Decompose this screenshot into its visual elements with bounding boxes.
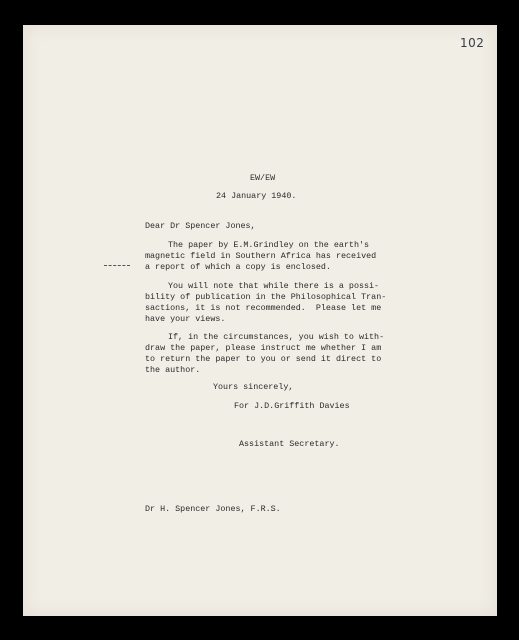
salutation: Dear Dr Spencer Jones, <box>145 221 256 231</box>
paragraph-line: to return the paper to you or send it direct to <box>145 354 382 364</box>
addressee: Dr H. Spencer Jones, F.R.S. <box>145 504 281 514</box>
folio-number: 102 <box>460 36 485 50</box>
signatory-title: Assistant Secretary. <box>239 439 340 449</box>
paragraph-line: You will note that while there is a possi- <box>168 281 380 291</box>
paragraph-line: a report of which a copy is enclosed. <box>145 262 331 272</box>
letter-page <box>23 25 497 616</box>
reference-code: EW/EW <box>250 173 276 183</box>
paragraph-line: The paper by E.M.Grindley on the earth's <box>168 240 370 250</box>
paragraph-line: bility of publication in the Philosophical Tran- <box>145 292 387 302</box>
paragraph-line: If, in the circumstances, you wish to with- <box>168 332 385 342</box>
signatory: For J.D.Griffith Davies <box>234 401 350 411</box>
margin-dash-mark <box>104 265 130 266</box>
paragraph-line: sactions, it is not recommended. Please let me <box>145 303 382 313</box>
letter-date: 24 January 1940. <box>216 191 297 201</box>
paragraph-line: draw the paper, please instruct me whether I am <box>145 343 382 353</box>
closing: Yours sincerely, <box>213 382 294 392</box>
paragraph-line: magnetic field in Southern Africa has received <box>145 251 377 261</box>
paragraph-line: the author. <box>145 365 201 375</box>
paragraph-line: have your views. <box>145 314 226 324</box>
